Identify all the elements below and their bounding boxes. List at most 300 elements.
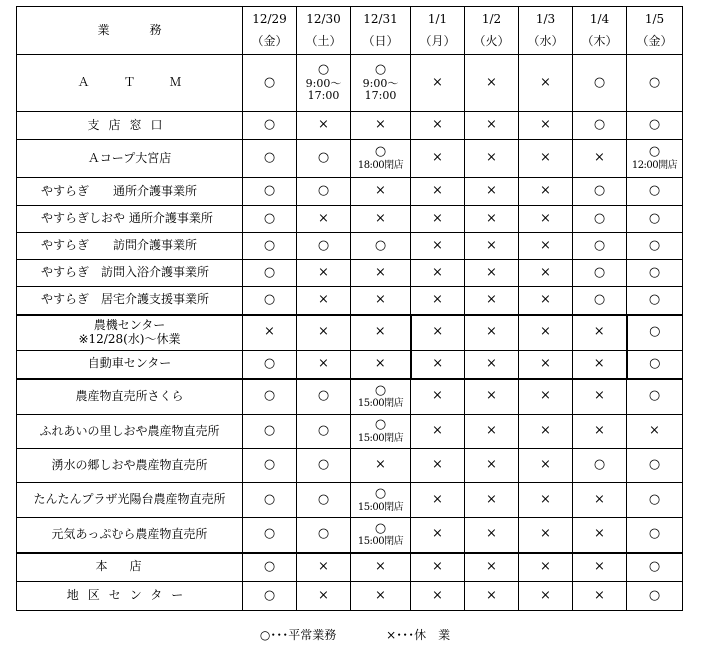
status-cell (573, 449, 627, 483)
status-cell (627, 178, 683, 206)
status-mark: ○ (374, 144, 387, 160)
status-cell (411, 140, 465, 178)
status-cell (573, 206, 627, 233)
business-name: 湧水の郷しおや農産物直売所 (51, 457, 208, 472)
status-mark: × (593, 324, 605, 340)
day-of-week: （金） (636, 33, 673, 48)
status-mark: ○ (263, 150, 276, 166)
status-mark: × (486, 324, 497, 340)
status-cell (297, 140, 351, 178)
status-mark: ○ (317, 183, 330, 199)
status-mark: × (318, 558, 329, 574)
status-mark: × (540, 558, 551, 574)
business-name: ＡＴＭ (77, 75, 216, 90)
business-name: 地区センター (66, 588, 193, 603)
business-name-cell (17, 206, 243, 233)
status-cell (297, 287, 351, 315)
status-mark: × (374, 324, 386, 340)
business-name-cell (17, 140, 243, 178)
status-cell (297, 379, 351, 415)
status-cell (243, 140, 297, 178)
status-mark: × (594, 587, 605, 603)
status-mark: ○ (648, 587, 661, 603)
table-row (17, 518, 683, 553)
status-cell (627, 112, 683, 140)
status-mark: × (432, 558, 443, 574)
status-cell (411, 415, 465, 449)
status-mark: × (318, 264, 329, 280)
status-mark: ○ (263, 457, 276, 473)
status-mark: × (486, 526, 497, 542)
schedule-table (16, 6, 683, 611)
status-mark: ○ (374, 417, 387, 433)
status-cell (411, 379, 465, 415)
status-mark: × (540, 324, 551, 340)
status-mark: ○ (263, 587, 276, 603)
table-row (17, 315, 683, 351)
status-cell (297, 415, 351, 449)
status-mark: ○ (593, 291, 606, 307)
status-cell (297, 582, 351, 611)
status-cell (519, 178, 573, 206)
status-mark: ○ (648, 526, 661, 542)
status-mark: × (540, 150, 551, 166)
status-cell (351, 351, 411, 379)
status-cell (519, 415, 573, 449)
status-cell (351, 518, 411, 553)
status-cell (351, 449, 411, 483)
day-date: 1/4 (589, 11, 610, 26)
status-cell (465, 582, 519, 611)
status-cell (411, 260, 465, 287)
status-mark: ○ (648, 291, 661, 307)
status-cell (519, 553, 573, 582)
hours-note: 9:00～17:00 (362, 76, 399, 103)
status-mark: ○ (263, 237, 276, 253)
status-mark: × (374, 355, 386, 371)
status-cell (411, 55, 465, 112)
status-cell (297, 178, 351, 206)
table-row (17, 287, 683, 315)
business-name-cell (17, 379, 243, 415)
status-mark: ○ (263, 423, 276, 439)
status-mark: × (375, 587, 386, 603)
day-of-week: （日） (362, 33, 399, 48)
status-cell (573, 415, 627, 449)
status-cell (573, 112, 627, 140)
status-mark: ○ (317, 237, 330, 253)
business-name: 自動車センター (87, 356, 172, 371)
status-mark: ○ (317, 423, 330, 439)
business-name-cell (17, 483, 243, 518)
business-name-cell (17, 582, 243, 611)
status-cell (465, 315, 519, 351)
status-cell (519, 260, 573, 287)
day-of-week: （土） (305, 33, 342, 48)
status-cell (573, 260, 627, 287)
status-mark: × (318, 210, 329, 226)
status-cell (351, 206, 411, 233)
status-cell (297, 315, 351, 351)
status-mark: × (540, 183, 551, 199)
status-cell (297, 483, 351, 518)
status-mark: ○ (374, 237, 387, 253)
table-row (17, 140, 683, 178)
business-name-cell (17, 260, 243, 287)
status-mark: × (540, 457, 551, 473)
status-mark: × (432, 355, 444, 371)
business-name-cell (17, 415, 243, 449)
status-cell (627, 315, 683, 351)
status-mark: × (375, 264, 386, 280)
status-cell (243, 351, 297, 379)
status-cell (243, 582, 297, 611)
table-row (17, 415, 683, 449)
table-row (17, 233, 683, 260)
business-name: やすらぎ 訪問介護事業所 (41, 238, 198, 253)
status-mark: × (432, 457, 443, 473)
day-date: 1/2 (481, 11, 502, 26)
status-cell (297, 260, 351, 287)
status-mark: × (432, 526, 443, 542)
status-cell (243, 315, 297, 351)
status-cell (627, 351, 683, 379)
status-cell (411, 233, 465, 260)
status-mark: ○ (263, 74, 276, 90)
business-name-cell (17, 55, 243, 112)
column-header-day (411, 7, 465, 55)
day-date: 1/5 (644, 11, 665, 26)
status-mark: ○ (593, 183, 606, 199)
status-mark: ○ (263, 117, 276, 133)
status-cell (465, 233, 519, 260)
status-mark: × (375, 183, 386, 199)
status-mark: × (540, 264, 551, 280)
status-mark: × (594, 491, 605, 507)
status-mark: × (540, 117, 551, 133)
status-cell (627, 140, 683, 178)
table-row (17, 206, 683, 233)
status-cell (411, 449, 465, 483)
status-cell (627, 518, 683, 553)
status-mark: ○ (648, 237, 661, 253)
column-header-day (573, 7, 627, 55)
status-mark: × (432, 291, 443, 307)
column-header-day (627, 7, 683, 55)
status-cell (411, 178, 465, 206)
status-cell (519, 287, 573, 315)
status-cell (573, 55, 627, 112)
status-mark: × (486, 558, 497, 574)
status-mark: × (432, 264, 443, 280)
status-cell (243, 206, 297, 233)
day-date: 1/1 (427, 11, 448, 26)
status-cell (351, 55, 411, 112)
status-cell (573, 553, 627, 582)
status-cell (351, 140, 411, 178)
status-cell (243, 518, 297, 553)
column-header-day (519, 7, 573, 55)
status-mark: × (540, 74, 551, 90)
status-mark: × (432, 117, 443, 133)
status-mark: ○ (317, 61, 330, 77)
status-cell (627, 582, 683, 611)
status-mark: ○ (593, 117, 606, 133)
status-cell (351, 483, 411, 518)
status-cell (351, 553, 411, 582)
status-mark: × (594, 388, 605, 404)
status-cell (297, 233, 351, 260)
status-mark: × (540, 423, 551, 439)
status-cell (243, 415, 297, 449)
status-cell (297, 518, 351, 553)
status-cell (465, 449, 519, 483)
status-cell (627, 287, 683, 315)
status-mark: × (432, 491, 443, 507)
status-mark: ○ (648, 210, 661, 226)
status-cell (243, 449, 297, 483)
day-of-week: （金） (251, 33, 288, 48)
status-cell (411, 351, 465, 379)
status-cell (351, 178, 411, 206)
status-mark: ○ (263, 210, 276, 226)
status-cell (465, 112, 519, 140)
business-name-cell (17, 518, 243, 553)
status-cell (243, 553, 297, 582)
status-cell (411, 112, 465, 140)
status-cell (351, 582, 411, 611)
status-cell (573, 351, 627, 379)
status-cell (519, 233, 573, 260)
status-cell (519, 315, 573, 351)
status-cell (465, 178, 519, 206)
legend-normal: ○･･･平常業務 (259, 628, 337, 642)
status-cell (351, 112, 411, 140)
table-row (17, 553, 683, 582)
status-mark: × (432, 183, 443, 199)
status-cell (351, 260, 411, 287)
column-header-day (297, 7, 351, 55)
status-cell (573, 233, 627, 260)
status-mark: ○ (648, 183, 661, 199)
status-mark: × (375, 558, 386, 574)
day-of-week: （月） (419, 33, 456, 48)
status-cell (519, 206, 573, 233)
status-mark: × (375, 457, 386, 473)
status-cell (297, 55, 351, 112)
status-mark: × (375, 210, 386, 226)
status-mark: ○ (648, 144, 661, 160)
status-mark: × (649, 423, 660, 439)
business-name: やすらぎ 居宅介護支援事業所 (41, 292, 210, 307)
status-cell (243, 483, 297, 518)
table-row (17, 55, 683, 112)
status-mark: ○ (374, 485, 387, 501)
status-mark: × (486, 183, 497, 199)
status-cell (519, 351, 573, 379)
status-cell (465, 379, 519, 415)
status-cell (351, 233, 411, 260)
status-cell (627, 553, 683, 582)
status-mark: ○ (263, 491, 276, 507)
business-name-cell (17, 178, 243, 206)
status-cell (297, 112, 351, 140)
status-mark: ○ (649, 355, 661, 371)
status-cell (411, 483, 465, 518)
column-header-day (465, 7, 519, 55)
hours-note: 15:00閉店 (357, 398, 404, 410)
status-cell (519, 112, 573, 140)
status-cell (627, 206, 683, 233)
status-mark: × (486, 291, 497, 307)
status-mark: ○ (648, 388, 661, 404)
status-mark: ○ (263, 183, 276, 199)
status-cell (411, 206, 465, 233)
status-mark: ○ (648, 264, 661, 280)
status-mark: × (318, 355, 329, 371)
business-header-label: 業 務 (97, 22, 176, 37)
status-cell (465, 351, 519, 379)
status-cell (411, 287, 465, 315)
status-cell (519, 449, 573, 483)
status-mark: ○ (648, 74, 661, 90)
business-name: やすらぎ 通所介護事業所 (41, 183, 198, 198)
table-row (17, 483, 683, 518)
status-cell (411, 582, 465, 611)
status-mark: × (432, 324, 444, 340)
table-row (17, 112, 683, 140)
status-mark: × (432, 210, 443, 226)
status-mark: × (486, 264, 497, 280)
status-mark: ○ (263, 355, 276, 371)
business-name: 支店窓口 (87, 117, 172, 132)
status-cell (573, 483, 627, 518)
status-cell (573, 379, 627, 415)
status-mark: × (540, 291, 551, 307)
status-mark: × (375, 291, 386, 307)
status-cell (573, 140, 627, 178)
status-cell (627, 233, 683, 260)
hours-note: 15:00閉店 (357, 536, 404, 548)
column-header-day (243, 7, 297, 55)
status-cell (351, 315, 411, 351)
day-of-week: （木） (581, 33, 618, 48)
status-cell (519, 140, 573, 178)
status-cell (519, 483, 573, 518)
status-cell (243, 112, 297, 140)
status-cell (243, 260, 297, 287)
business-name: 農機センター (93, 317, 166, 332)
legend-closed: ×･･･休 業 (386, 628, 451, 642)
hours-note: 9:00～17:00 (305, 76, 342, 103)
status-cell (627, 55, 683, 112)
status-mark: ○ (649, 324, 661, 340)
status-mark: ○ (374, 520, 387, 536)
status-mark: ○ (263, 558, 276, 574)
header-row (17, 7, 683, 55)
day-of-week: （火） (473, 33, 510, 48)
status-cell (519, 518, 573, 553)
status-mark: ○ (593, 210, 606, 226)
status-cell (243, 178, 297, 206)
status-mark: × (264, 324, 275, 340)
status-mark: × (540, 388, 551, 404)
business-name: ふれあいの里しおや農産物直売所 (39, 423, 220, 438)
business-name-cell (17, 553, 243, 582)
status-mark: ○ (593, 457, 606, 473)
legend (0, 626, 710, 643)
status-mark: × (540, 355, 551, 371)
status-mark: × (540, 526, 551, 542)
status-cell (519, 582, 573, 611)
status-mark: × (486, 587, 497, 603)
status-cell (351, 379, 411, 415)
status-mark: × (594, 526, 605, 542)
status-cell (297, 206, 351, 233)
status-mark: ○ (374, 382, 387, 398)
status-mark: ○ (593, 237, 606, 253)
business-name: たんたんプラザ光陽台農産物直売所 (33, 492, 226, 507)
hours-note: 15:00閉店 (357, 501, 404, 513)
status-mark: × (594, 558, 605, 574)
status-cell (573, 582, 627, 611)
status-mark: ○ (648, 117, 661, 133)
status-mark: × (432, 74, 443, 90)
business-name-cell (17, 233, 243, 260)
schedule-body (17, 55, 683, 611)
status-cell (465, 140, 519, 178)
status-mark: ○ (317, 388, 330, 404)
table-row (17, 260, 683, 287)
status-mark: × (432, 150, 443, 166)
status-mark: ○ (317, 150, 330, 166)
table-row (17, 379, 683, 415)
status-mark: × (540, 491, 551, 507)
status-cell (465, 553, 519, 582)
hours-note: 12:00開店 (631, 160, 678, 172)
status-mark: × (486, 423, 497, 439)
status-mark: ○ (263, 526, 276, 542)
status-cell (573, 518, 627, 553)
status-mark: ○ (648, 457, 661, 473)
status-mark: ○ (593, 264, 606, 280)
status-mark: ○ (648, 491, 661, 507)
table-row (17, 582, 683, 611)
status-mark: × (593, 355, 605, 371)
status-mark: ○ (374, 61, 387, 77)
status-mark: × (375, 117, 386, 133)
hours-note: 15:00閉店 (357, 433, 404, 445)
status-cell (465, 287, 519, 315)
status-mark: × (486, 355, 497, 371)
status-cell (627, 415, 683, 449)
status-mark: × (318, 587, 329, 603)
business-note: ※12/28(水)～休業 (78, 331, 181, 346)
business-name-cell (17, 351, 243, 379)
status-mark: × (594, 423, 605, 439)
status-mark: × (540, 237, 551, 253)
status-cell (627, 449, 683, 483)
status-mark: × (486, 210, 497, 226)
status-mark: ○ (263, 264, 276, 280)
status-mark: × (594, 150, 605, 166)
table-row (17, 178, 683, 206)
status-cell (465, 55, 519, 112)
status-mark: ○ (648, 558, 661, 574)
status-mark: × (432, 237, 443, 253)
status-mark: × (432, 587, 443, 603)
status-mark: ○ (317, 457, 330, 473)
